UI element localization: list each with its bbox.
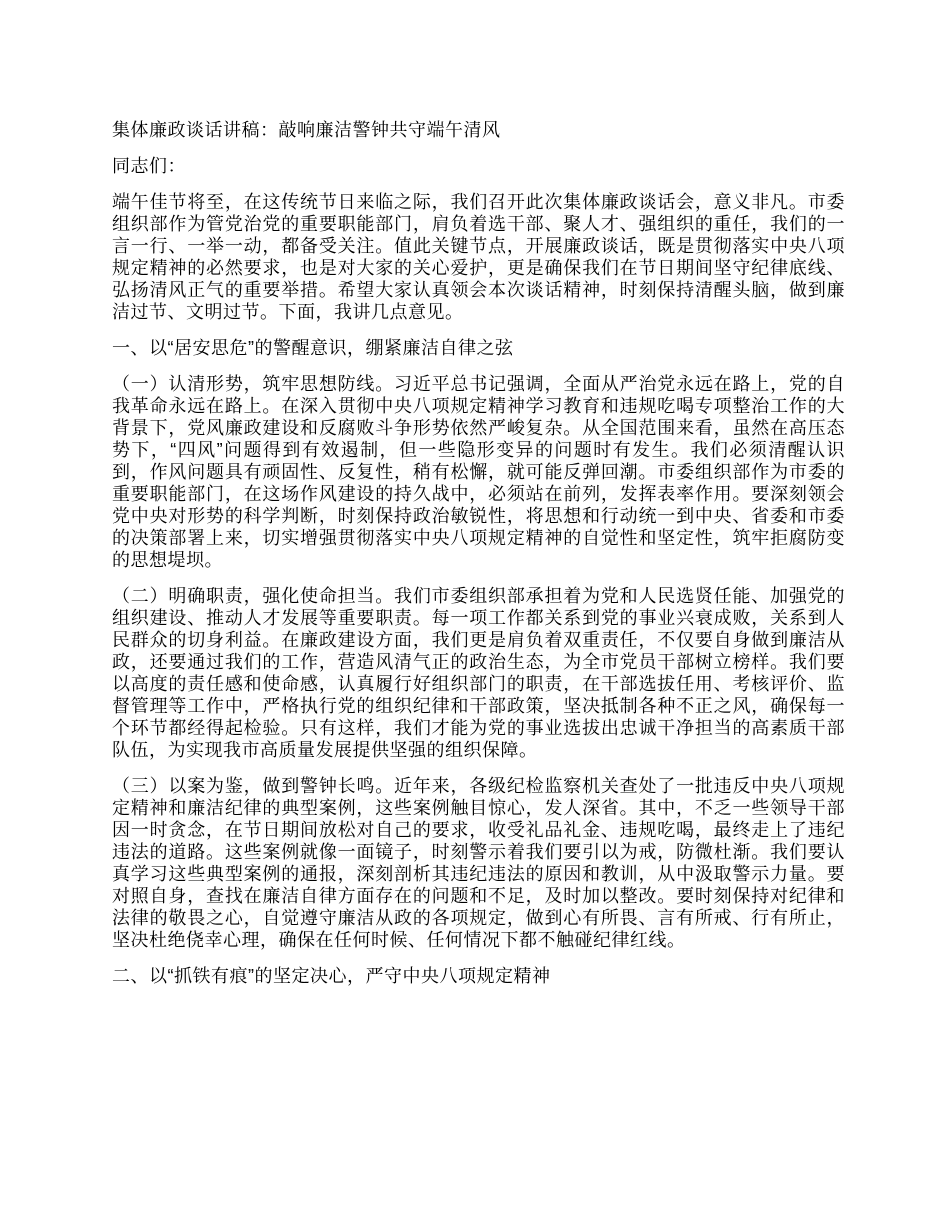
document-title: 集体廉政谈话讲稿：敲响廉洁警钟共守端午清风 bbox=[112, 120, 501, 140]
section-heading: 二、以“抓铁有痕”的坚定决心，严守中央八项规定精神 bbox=[112, 966, 551, 986]
body-paragraph: （三）以案为鉴，做到警钟长鸣。近年来，各级纪检监察机关查处了一批违反中央八项规定精神和廉洁纪律的典型案例，这些案例触目惊心，发人深省。其中，不乏一些领导干部因一时贪念，在节日期间放松对自己的要求，收受礼品礼金、违规吃喝，最终走上了违纪违法的道路。这些案例就像一面镜子，时刻警示着我们要引以为戒，防微杜渐。我们要认真学习这些典型案例的通报，深刻剖析其违纪违法的原因和教训，从中汲取警示力量。要对照自身，查找在廉洁自律方面存在的问题和不足，及时加以整改。要时刻保持对纪律和法律的敬畏之心，自觉遵守廉洁从政的各项规定，做到心有所畏、言有所戒、行有所止，坚决杜绝侥幸心理，确保在任何时候、任何情况下都不触碰纪律红线。 bbox=[112, 776, 845, 950]
section-heading: 一、以“居安思危”的警醒意识，绷紧廉洁自律之弦 bbox=[112, 338, 514, 358]
body-paragraph: （一）认清形势，筑牢思想防线。习近平总书记强调，全面从严治党永远在路上，党的自我革命永远在路上。在深入贯彻中央八项规定精神学习教育和违规吃喝专项整治工作的大背景下，党风廉政建设和反腐败斗争形势依然严峻复杂。从全国范围来看，虽然在高压态势下，“四风”问题得到有效遏制，但一些隐形变异的问题时有发生。我们必须清醒认识到，作风问题具有顽固性、反复性，稍有松懈，就可能反弹回潮。市委组织部作为市委的重要职能部门，在这场作风建设的持久战中，必须站在前列，发挥表率作用。要深刻领会党中央对形势的科学判断，时刻保持政治敏锐性，将思想和行动统一到中央、省委和市委的决策部署上来，切实增强贯彻落实中央八项规定精神的自觉性和坚定性，筑牢拒腐防变的思想堤坝。 bbox=[112, 374, 845, 570]
salutation-line: 同志们： bbox=[112, 156, 186, 176]
document-content bbox=[112, 119, 845, 1001]
body-paragraph: （二）明确职责，强化使命担当。我们市委组织部承担着为党和人民选贤任能、加强党的组织建设、推动人才发展等重要职责。每一项工作都关系到党的事业兴衰成败，关系到人民群众的切身利益。在廉政建设方面，我们更是肩负着双重责任，不仅要自身做到廉洁从政，还要通过我们的工作，营造风清气正的政治生态，为全市党员干部树立榜样。我们要以高度的责任感和使命感，认真履行好组织部门的职责，在干部选拔任用、考核评价、监督管理等工作中，严格执行党的组织纪律和干部政策，坚决抵制各种不正之风，确保每一个环节都经得起检验。只有这样，我们才能为党的事业选拔出忠诚干净担当的高素质干部队伍，为实现我市高质量发展提供坚强的组织保障。 bbox=[112, 586, 845, 760]
body-paragraph: 端午佳节将至，在这传统节日来临之际，我们召开此次集体廉政谈话会，意义非凡。市委组织部作为管党治党的重要职能部门，肩负着选干部、聚人才、强组织的重任，我们的一言一行、一举一动，都备受关注。值此关键节点，开展廉政谈话，既是贯彻落实中央八项规定精神的必然要求，也是对大家的关心爱护，更是确保我们在节日期间坚守纪律底线、弘扬清风正气的重要举措。希望大家认真领会本次谈话精神，时刻保持清醒头脑，做到廉洁过节、文明过节。下面，我讲几点意见。 bbox=[112, 192, 845, 322]
